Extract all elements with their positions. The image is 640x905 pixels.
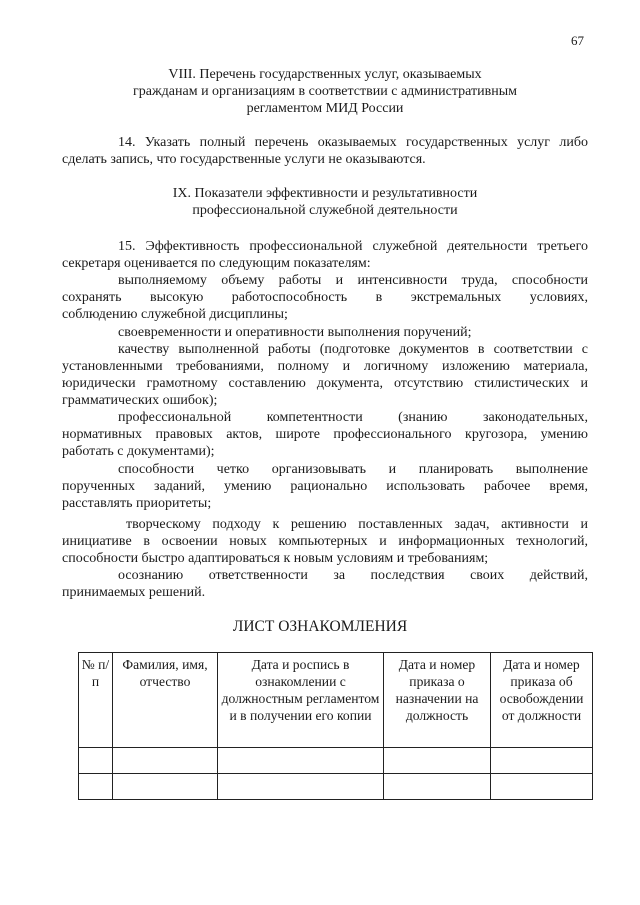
table-row <box>79 748 593 774</box>
indicator-line: осознанию ответственности за последствия своих действий, <box>118 568 588 583</box>
paragraph-line: 15. Эффективность профессиональной служебной деятельности третьего <box>118 239 588 254</box>
paragraph-line: секретаря оценивается по следующим показателям: <box>62 256 371 271</box>
paragraph-line: сделать запись, что государственные услуги не оказываются. <box>62 152 426 167</box>
section-9-heading <box>62 185 588 219</box>
acquaintance-sheet-title: ЛИСТ ОЗНАКОМЛЕНИЯ <box>232 618 408 635</box>
table-cell[interactable] <box>491 774 593 800</box>
indicator-line: способности четко организовывать и планировать выполнение <box>118 462 588 477</box>
indicator-line: нормативных правовых актов, широте профессионального кругозора, умению <box>62 427 588 442</box>
column-signature-date: Дата и роспись в ознакомлении с должностным регламентом и в получении его копии <box>218 653 384 748</box>
table-cell[interactable] <box>79 774 113 800</box>
indicator-line: работать с документами); <box>62 444 215 459</box>
table-row <box>79 774 593 800</box>
column-number: № п/п <box>79 653 113 748</box>
table-cell[interactable] <box>384 748 491 774</box>
indicator-line: качеству выполненной работы (подготовке документов в соответствии с <box>118 342 588 357</box>
table-cell[interactable] <box>491 748 593 774</box>
indicator-line: инициативе в освоении новых компьютерных и информационных технологий, <box>62 534 588 549</box>
column-appointment-order: Дата и номер приказа о назначении на должность <box>384 653 491 748</box>
indicator-line: выполняемому объему работы и интенсивности труда, способности <box>118 273 588 288</box>
table-cell[interactable] <box>384 774 491 800</box>
indicator-line: сохранять высокую работоспособность в экстремальных условиях, <box>62 290 588 305</box>
column-dismissal-order: Дата и номер приказа об освобождении от должности <box>491 653 593 748</box>
heading-line: гражданам и организациям в соответствии с административным <box>133 84 517 99</box>
indicator-line: установленными требованиями, полному и логичному изложению материала, <box>62 359 588 374</box>
table-cell[interactable] <box>113 748 218 774</box>
page-number: 67 <box>571 33 584 48</box>
column-full-name: Фамилия, имя, отчество <box>113 653 218 748</box>
indicator-line: способности быстро адаптироваться к новым условиям и требованиям; <box>62 551 489 566</box>
table-header-row <box>79 653 593 748</box>
table-cell[interactable] <box>113 774 218 800</box>
section-8-heading <box>62 66 588 117</box>
heading-line: IX. Показатели эффективности и результативности <box>172 186 478 201</box>
heading-line: профессиональной служебной деятельности <box>192 203 458 218</box>
indicator-line: грамматических ошибок); <box>62 393 218 408</box>
table-cell[interactable] <box>218 748 384 774</box>
indicator-line: принимаемых решений. <box>62 585 206 600</box>
indicator-line: порученных заданий, умению рационально использовать рабочее время, <box>62 479 588 494</box>
heading-line: регламентом МИД России <box>246 101 404 116</box>
paragraph-line: 14. Указать полный перечень оказываемых государственных услуг либо <box>118 135 588 150</box>
indicator-line: творческому подходу к решению поставленных задач, активности и <box>126 517 588 532</box>
table-cell[interactable] <box>218 774 384 800</box>
indicator-line: своевременности и оперативности выполнения поручений; <box>118 325 472 340</box>
heading-line: VIII. Перечень государственных услуг, оказываемых <box>168 67 482 82</box>
table-cell[interactable] <box>79 748 113 774</box>
acquaintance-table <box>78 652 593 800</box>
indicator-line: расставлять приоритеты; <box>62 496 212 511</box>
indicator-line: соблюдению служебной дисциплины; <box>62 307 288 322</box>
indicator-line: юридически грамотному составлению документа, отсутствию стилистических и <box>62 376 588 391</box>
indicator-line: профессиональной компетентности (знанию законодательных, <box>118 410 588 425</box>
